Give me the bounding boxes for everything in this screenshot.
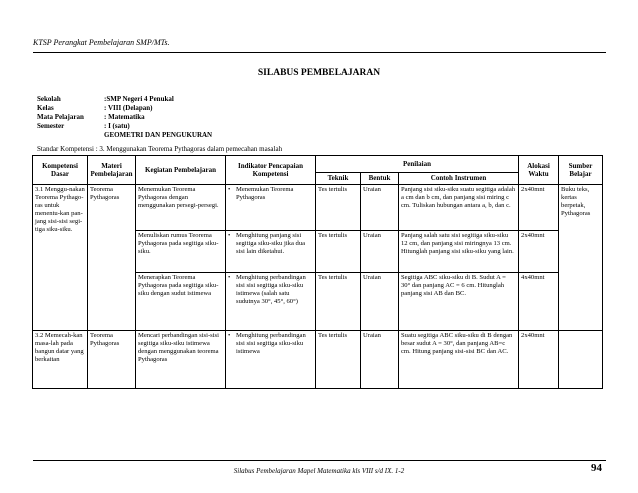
- col-alokasi: Alokasi Waktu: [519, 156, 559, 185]
- col-kegiatan: Kegiatan Pembelajaran: [136, 156, 226, 185]
- bentuk-cell: Uraian: [361, 185, 399, 231]
- info-label-semester: Semester: [37, 122, 65, 130]
- info-topic: GEOMETRI DAN PENGUKURAN: [104, 131, 213, 139]
- col-indikator: Indikator Pencapaian Kompetensi: [226, 156, 316, 185]
- kegiatan-cell: Menerapkan Teorema Pythagoras pada segitiga siku-siku dengan sudut istimewa: [136, 273, 226, 331]
- syllabus-table: [32, 155, 603, 389]
- header-divider: [33, 52, 606, 53]
- alokasi-cell: 2x40mnt: [519, 331, 559, 389]
- competency-standard: Standar Kompetensi : 3. Menggunakan Teorema Pythagoras dalam pemecahan masalah: [37, 145, 283, 153]
- page-number: 94: [591, 462, 602, 474]
- info-value-class: : VIII (Delapan): [104, 104, 153, 112]
- table-row: [33, 331, 603, 389]
- sumber-cell: Buku teks, kertas berpetak, Pythagoras: [559, 185, 603, 331]
- kegiatan-cell: Mencari perbandingan sisi-sisi segitiga siku-siku istimewa dengan menggunakan teorema Pythagoras: [136, 331, 226, 389]
- info-value-school: :SMP Negeri 4 Penukal: [104, 95, 174, 103]
- kegiatan-cell: Menemukan Teorema Pythagoras dengan menggunakan persegi-persegi.: [136, 185, 226, 231]
- col-penilaian: Penilaian: [316, 156, 519, 173]
- teknik-cell: Tes tertulis: [316, 231, 361, 273]
- bentuk-cell: Uraian: [361, 273, 399, 331]
- bentuk-cell: Uraian: [361, 231, 399, 273]
- document-header: KTSP Perangkat Pembelajaran SMP/MTs.: [33, 38, 170, 47]
- col-kompetensi: Kompetensi Dasar: [33, 156, 88, 185]
- sumber-cell: [559, 331, 603, 389]
- col-materi: Materi Pembelajaran: [88, 156, 136, 185]
- bentuk-cell: Uraian: [361, 331, 399, 389]
- indikator-cell: • Menghitung panjang sisi segitiga siku-siku jika dua sisi lain diketahui.: [228, 232, 313, 256]
- kd-cell: 3.2 Memecah-kan masa-lah pada bangun datar yang berkaitan: [33, 331, 88, 389]
- alokasi-cell: 2x40mnt: [519, 231, 559, 273]
- contoh-cell: Segitiga ABC siku-siku di B. Sudut A = 30° dan panjang AC = 6 cm. Hitunglah panjang sisi AB dan BC.: [399, 273, 519, 331]
- info-value-subject: : Matematika: [104, 113, 145, 121]
- footer-text: Silabus Pembelajaran Mapel Matematika kls VIII s/d IX. 1-2: [233, 467, 405, 475]
- contoh-cell: Panjang salah satu sisi segitiga siku-siku 12 cm, dan panjang sisi miringnya 13 cm. Hitunglah panjang sisi siku-siku yang lain.: [399, 231, 519, 273]
- indikator-cell: • Menghitung perbandingan sisi sisi segitiga siku-siku istimewa (salah satu sudutnya 30°, 45°, 60°): [228, 274, 313, 306]
- kegiatan-cell: Menuliskan rumus Teorema Pythagoras pada segitiga siku-siku.: [136, 231, 226, 273]
- page-title: SILABUS PEMBELAJARAN: [257, 68, 381, 78]
- info-value-semester: : I (satu): [104, 122, 130, 130]
- indikator-cell: • Menghitung perbandingan sisi sisi segitiga siku-siku istimewa: [228, 332, 313, 356]
- teknik-cell: Tes tertulis: [316, 331, 361, 389]
- info-label-class: Kelas: [37, 104, 54, 112]
- alokasi-cell: 2x40mnt: [519, 185, 559, 231]
- col-bentuk: Bentuk: [361, 173, 399, 185]
- info-label-subject: Mata Pelajaran: [37, 113, 84, 121]
- alokasi-cell: 4x40mnt: [519, 273, 559, 331]
- materi-cell: Teorema Pythagoras: [88, 331, 136, 389]
- teknik-cell: Tes tertulis: [316, 185, 361, 231]
- col-teknik: Teknik: [316, 173, 361, 185]
- contoh-cell: Panjang sisi siku-siku suatu segitiga adalah a cm dan b cm, dan panjang sisi miring c cm. Tuliskan hubungan antara a, b, dan c.: [399, 185, 519, 231]
- info-label-school: Sekolah: [37, 95, 61, 103]
- col-sumber: Sumber Belajar: [559, 156, 603, 185]
- materi-cell: Teorema Pythagoras: [88, 185, 136, 331]
- col-contoh: Contoh Instrumen: [399, 173, 519, 185]
- indikator-cell: • Menemukan Teorema Pythagoras: [228, 186, 313, 202]
- table-row: [33, 185, 603, 231]
- kd-cell: 3.1 Menggu-nakan Teorema Pythago-ras untuk menentu-kan pan-jang sisi-sisi segi-tiga siku-siku.: [33, 185, 88, 331]
- footer-divider: [33, 460, 606, 461]
- contoh-cell: Suatu segitiga ABC siku-siku di B dengan besar sudut A = 30°, dan panjang AB=c cm. Hitung panjang sisi-sisi BC dan AC.: [399, 331, 519, 389]
- teknik-cell: Tes tertulis: [316, 273, 361, 331]
